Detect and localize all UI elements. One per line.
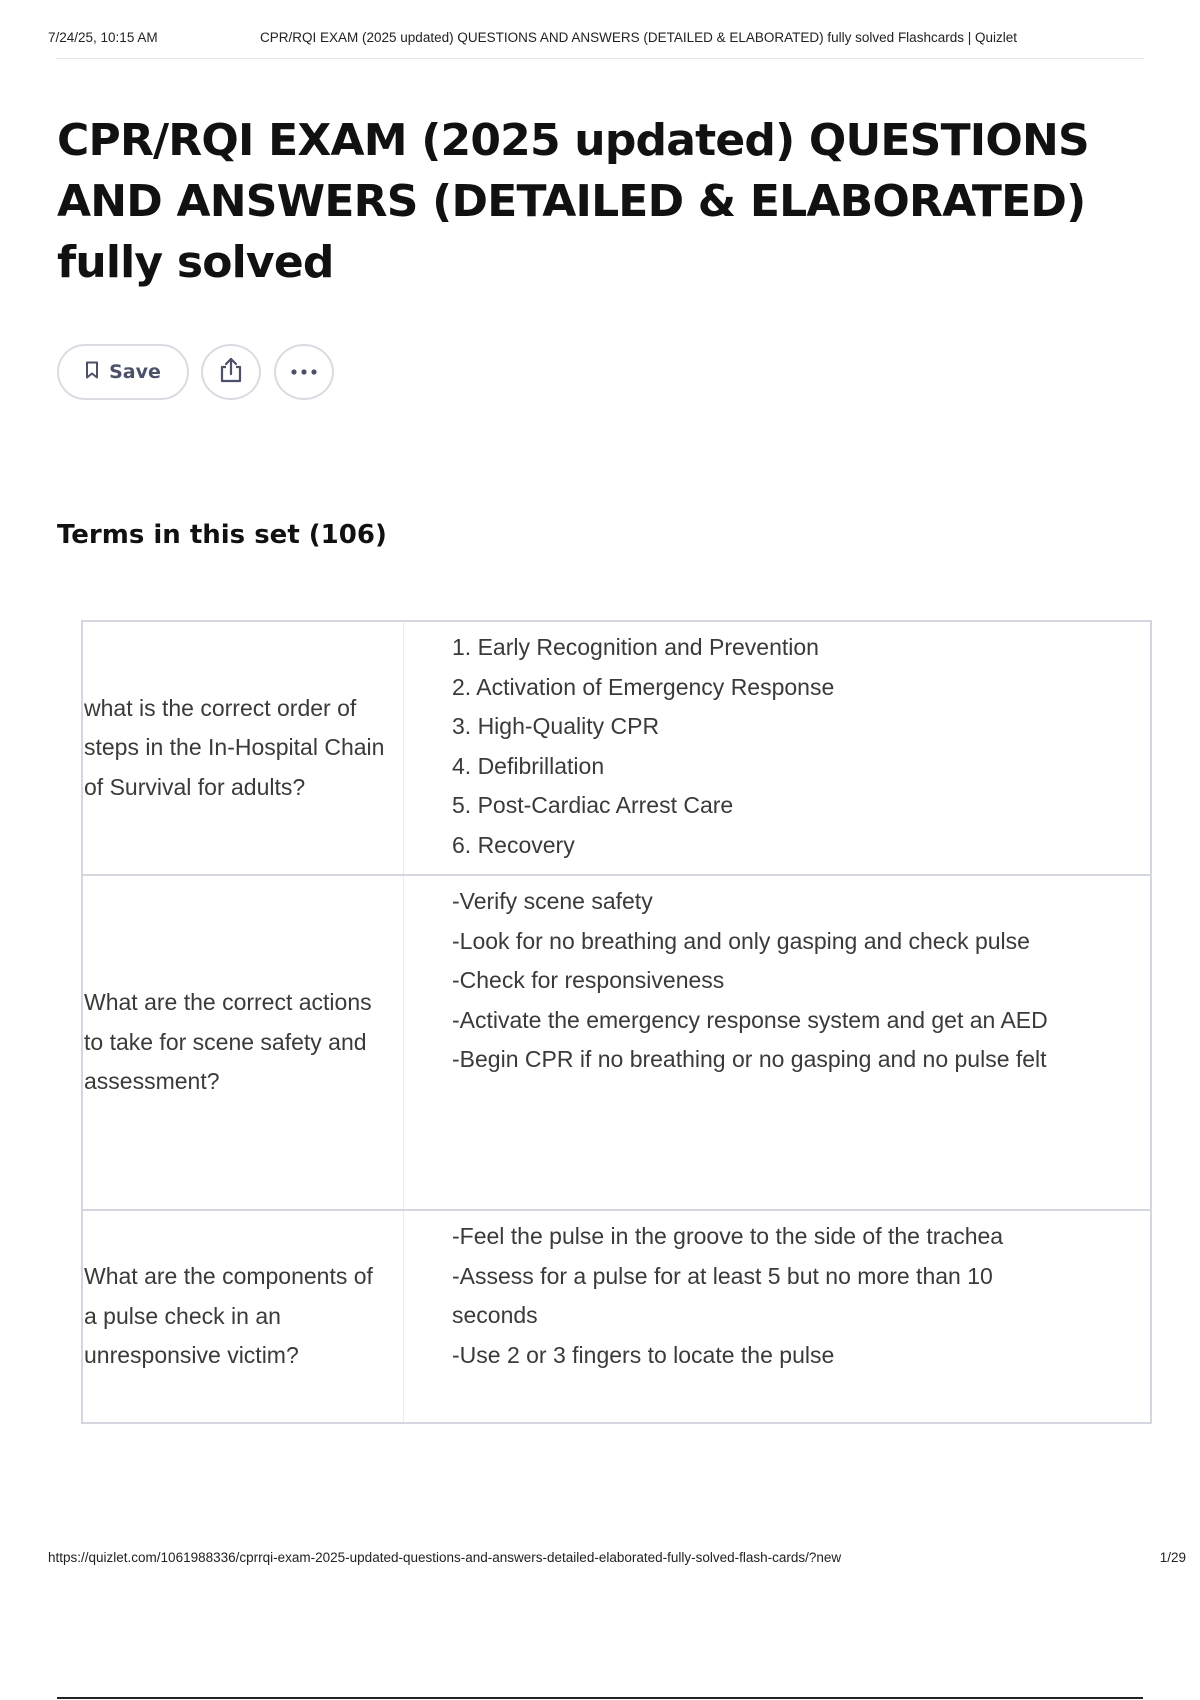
print-datetime: 7/24/25, 10:15 AM xyxy=(48,30,158,45)
term-card xyxy=(83,876,1150,1211)
term-card xyxy=(83,1211,1150,1422)
definition-line: 6. Recovery xyxy=(452,831,575,858)
definition-line: -Activate the emergency response system and get an AED xyxy=(452,1006,1048,1033)
more-icon xyxy=(289,363,319,381)
term-question: What are the correct actions to take for scene safety and assessment? xyxy=(83,876,404,1209)
definition-line: -Feel the pulse in the groove to the side of the trachea xyxy=(452,1223,1004,1249)
page-indicator: 1/29 xyxy=(1159,1550,1186,1565)
terms-heading: Terms in this set (106) xyxy=(57,520,387,550)
term-definition xyxy=(404,1211,1150,1422)
term-question: What are the components of a pulse check in an unresponsive victim? xyxy=(83,1211,404,1422)
definition-line: 2. Activation of Emergency Response xyxy=(452,673,835,700)
definition-line: -Look for no breathing and only gasping and check pulse xyxy=(452,927,1030,954)
share-button[interactable] xyxy=(201,344,261,400)
more-options-button[interactable] xyxy=(274,344,334,400)
bottom-divider xyxy=(57,1697,1143,1699)
definition-line: -Assess for a pulse for at least 5 but no more than 10 seconds xyxy=(452,1262,993,1328)
share-icon xyxy=(218,356,244,389)
term-definition xyxy=(404,876,1150,1209)
print-page-title: CPR/RQI EXAM (2025 updated) QUESTIONS AND ANSWERS (DETAILED & ELABORATED) fully solved Flashcards | Quizlet xyxy=(260,30,1017,45)
save-button[interactable] xyxy=(57,344,189,400)
term-card xyxy=(83,622,1150,876)
definition-line: -Check for responsiveness xyxy=(452,967,725,993)
set-title: CPR/RQI EXAM (2025 updated) QUESTIONS AND ANSWERS (DETAILED & ELABORATED) fully solved xyxy=(57,115,1089,288)
definition-line: -Use 2 or 3 fingers to locate the pulse xyxy=(452,1341,835,1368)
definition-line: 3. High-Quality CPR xyxy=(452,713,660,739)
definition-line: -Verify scene safety xyxy=(452,888,653,914)
definition-line: 5. Post-Cardiac Arrest Care xyxy=(452,792,734,818)
save-label: Save xyxy=(109,361,161,383)
header-divider xyxy=(56,58,1144,59)
bookmark-icon xyxy=(85,361,99,384)
term-question: what is the correct order of steps in the In-Hospital Chain of Survival for adults? xyxy=(83,622,404,874)
term-definition xyxy=(404,622,1150,874)
print-url: https://quizlet.com/1061988336/cprrqi-exam-2025-updated-questions-and-answers-detailed-elaborated-fully-solved-flash-cards/?new xyxy=(48,1550,842,1565)
definition-line: 1. Early Recognition and Prevention xyxy=(452,634,819,660)
definition-line: 4. Defibrillation xyxy=(452,752,605,779)
terms-list xyxy=(81,620,1152,1424)
definition-line: -Begin CPR if no breathing or no gasping and no pulse felt xyxy=(452,1046,1047,1072)
